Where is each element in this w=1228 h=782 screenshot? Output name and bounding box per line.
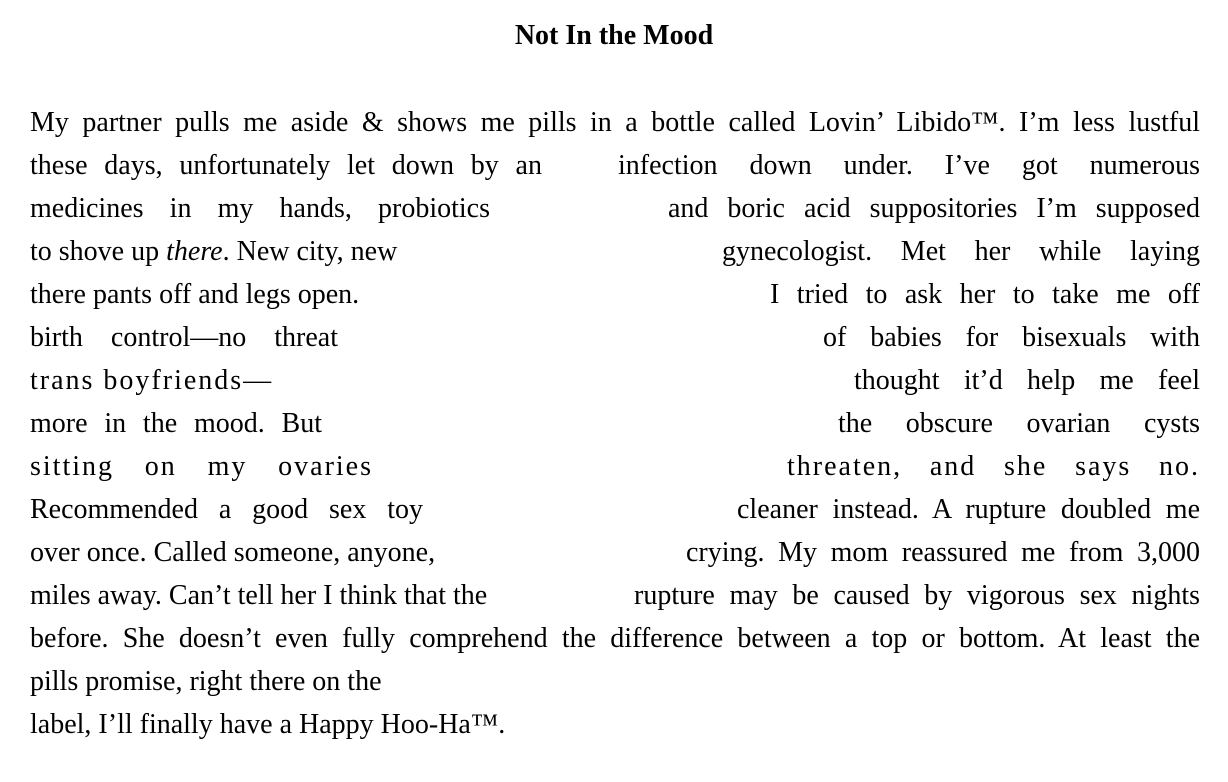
- poem-line-right-text: cleaner instead. A rupture doubled me: [737, 494, 1200, 525]
- poem-line-left-text: miles away. Can’t tell her I think that the: [30, 580, 488, 611]
- poem-line-left-pre: to shove up: [30, 236, 167, 267]
- poem-line-right-text: the obscure ovarian cysts: [838, 408, 1200, 439]
- poem-line-right-text: and boric acid suppositories I’m supposed: [668, 193, 1200, 224]
- poem-title: Not In the Mood: [514, 20, 714, 51]
- poem-line-14: [30, 660, 1200, 703]
- poem-line-7: [30, 359, 1200, 402]
- poem-line-2: [30, 144, 1200, 187]
- poem-line-15: [30, 703, 1200, 746]
- poem-line-3: [30, 187, 1200, 230]
- poem-line-6: [30, 316, 1200, 359]
- poem-line-right-text: I tried to ask her to take me off: [770, 279, 1200, 310]
- poem-line-text: My partner pulls me aside & shows me pills in a bottle called Lovin’ Libido™. I’m less lustful: [30, 107, 1200, 138]
- poem-line-10: [30, 488, 1200, 531]
- poem-line-text: pills promise, right there on the: [30, 666, 382, 697]
- poem-line-left-text: these days, unfortunately let down by an: [30, 150, 542, 181]
- poem-line-text: before. She doesn’t even fully comprehend the difference between a top or bottom. At least the: [30, 623, 1200, 654]
- poem-line-1: [30, 101, 1200, 144]
- poem-line-left-text: trans boyfriends—: [30, 365, 274, 396]
- poem-line-left-text: sitting on my ovaries: [30, 451, 373, 482]
- poem-line-left-text: [30, 230, 397, 273]
- poem-line-right-text: gynecologist. Met her while laying: [722, 236, 1200, 267]
- poem-line-text: label, I’ll finally have a Happy Hoo-Ha™.: [30, 709, 506, 740]
- poem-line-right-text: of babies for bisexuals with: [823, 322, 1200, 353]
- poem-line-right-text: thought it’d help me feel: [854, 365, 1200, 396]
- poem-line-11: [30, 531, 1200, 574]
- poem-line-13: [30, 617, 1200, 660]
- poem-line-left-text: medicines in my hands, probiotics: [30, 193, 490, 224]
- poem-line-left-text: Recommended a good sex toy: [30, 494, 423, 525]
- poem-line-left-text: more in the mood. But: [30, 408, 322, 439]
- poem-line-right-text: threaten, and she says no.: [787, 451, 1200, 482]
- poem-line-left-text: birth control—no threat: [30, 322, 338, 353]
- poem-line-8: [30, 402, 1200, 445]
- poem-line-left-text: there pants off and legs open.: [30, 279, 360, 310]
- poem-line-left-post: . New city, new: [222, 236, 398, 267]
- poem-line-12: [30, 574, 1200, 617]
- poem-line-right-text: rupture may be caused by vigorous sex nights: [634, 580, 1200, 611]
- poem-line-5: [30, 273, 1200, 316]
- poem-line-right-text: crying. My mom reassured me from 3,000: [686, 537, 1200, 568]
- poem-line-4: [30, 230, 1200, 273]
- poem-body: [30, 101, 1200, 746]
- poem-line-left-text: over once. Called someone, anyone,: [30, 537, 436, 568]
- poem-line-9: [30, 445, 1200, 488]
- poem-line-right-text: infection down under. I’ve got numerous: [618, 150, 1200, 181]
- poem-emphasis-there: there: [166, 236, 223, 267]
